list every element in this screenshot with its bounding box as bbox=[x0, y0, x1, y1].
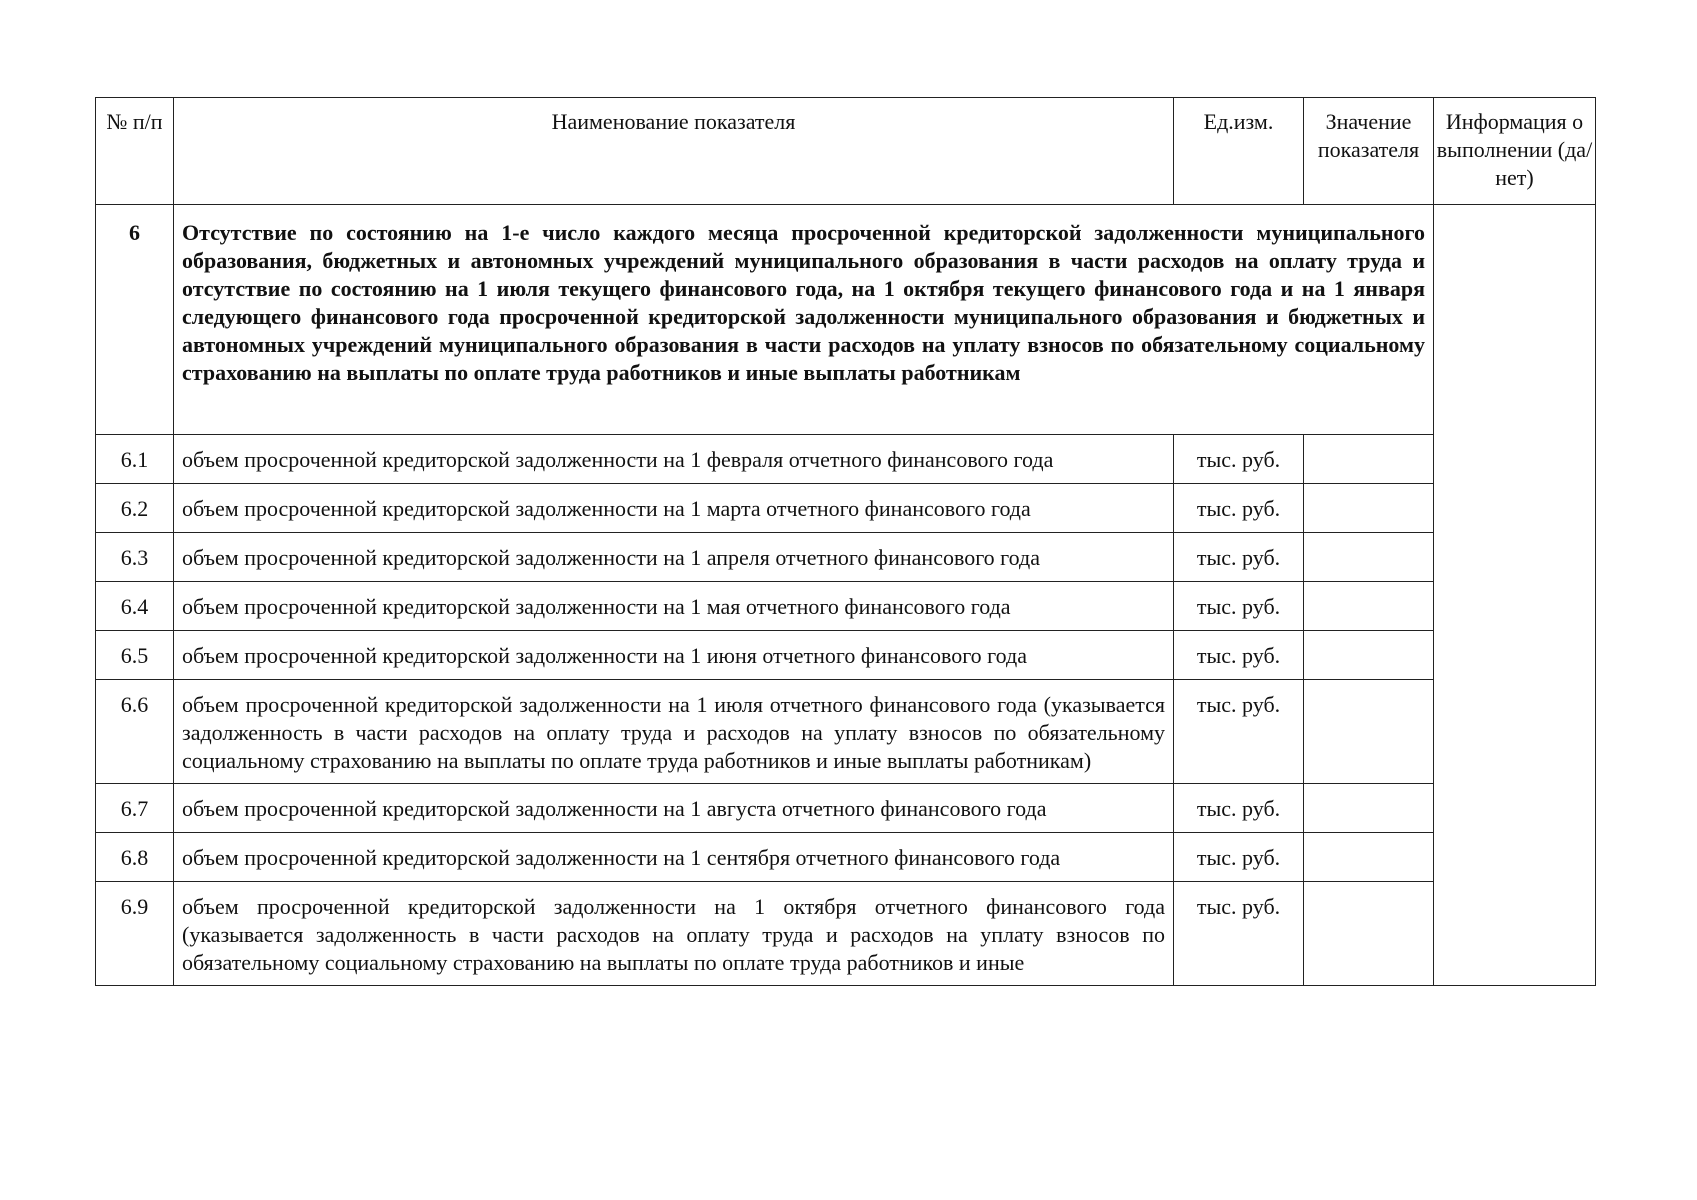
row-num: 6.6 bbox=[96, 680, 174, 784]
row-unit: тыс. руб. bbox=[1174, 833, 1304, 882]
row-value[interactable] bbox=[1304, 435, 1434, 484]
row-name: объем просроченной кредиторской задолженности на 1 октября отчетного финансового года (указывается задолженность в части расходов на оплату труда и расходов на уплату взносов по обязательному социальному страхованию на выплаты по оплате труда работников и иные bbox=[174, 882, 1174, 986]
row-unit: тыс. руб. bbox=[1174, 435, 1304, 484]
row-value[interactable] bbox=[1304, 833, 1434, 882]
row-name: объем просроченной кредиторской задолженности на 1 мая отчетного финансового года bbox=[174, 582, 1174, 631]
section-num: 6 bbox=[96, 205, 174, 435]
row-value[interactable] bbox=[1304, 631, 1434, 680]
header-name: Наименование показателя bbox=[174, 98, 1174, 205]
table-row bbox=[96, 484, 1596, 533]
table-row bbox=[96, 882, 1596, 986]
row-value[interactable] bbox=[1304, 882, 1434, 986]
row-unit: тыс. руб. bbox=[1174, 680, 1304, 784]
section-row bbox=[96, 205, 1596, 435]
table-row bbox=[96, 582, 1596, 631]
table-row bbox=[96, 680, 1596, 784]
table-row bbox=[96, 533, 1596, 582]
table-header-row bbox=[96, 98, 1596, 205]
row-num: 6.8 bbox=[96, 833, 174, 882]
row-unit: тыс. руб. bbox=[1174, 533, 1304, 582]
header-value: Значение показателя bbox=[1304, 98, 1434, 205]
row-name: объем просроченной кредиторской задолженности на 1 июля отчетного финансового года (указывается задолженность в части расходов на оплату труда и расходов на уплату взносов по обязательному социальному страхованию на выплаты по оплате труда работников и иные выплаты работникам) bbox=[174, 680, 1174, 784]
row-num: 6.9 bbox=[96, 882, 174, 986]
row-unit: тыс. руб. bbox=[1174, 631, 1304, 680]
row-name: объем просроченной кредиторской задолженности на 1 марта отчетного финансового года bbox=[174, 484, 1174, 533]
row-name: объем просроченной кредиторской задолженности на 1 февраля отчетного финансового года bbox=[174, 435, 1174, 484]
row-value[interactable] bbox=[1304, 784, 1434, 833]
row-num: 6.5 bbox=[96, 631, 174, 680]
row-name: объем просроченной кредиторской задолженности на 1 сентября отчетного финансового года bbox=[174, 833, 1174, 882]
row-unit: тыс. руб. bbox=[1174, 582, 1304, 631]
row-name: объем просроченной кредиторской задолженности на 1 августа отчетного финансового года bbox=[174, 784, 1174, 833]
document-sheet bbox=[95, 97, 1595, 986]
table-row bbox=[96, 631, 1596, 680]
row-value[interactable] bbox=[1304, 533, 1434, 582]
table-row bbox=[96, 784, 1596, 833]
row-num: 6.7 bbox=[96, 784, 174, 833]
row-num: 6.2 bbox=[96, 484, 174, 533]
row-name: объем просроченной кредиторской задолженности на 1 апреля отчетного финансового года bbox=[174, 533, 1174, 582]
table-row bbox=[96, 435, 1596, 484]
indicators-table bbox=[95, 97, 1596, 986]
row-value[interactable] bbox=[1304, 680, 1434, 784]
row-unit: тыс. руб. bbox=[1174, 484, 1304, 533]
header-num: № п/п bbox=[96, 98, 174, 205]
row-value[interactable] bbox=[1304, 582, 1434, 631]
table-row bbox=[96, 833, 1596, 882]
row-name: объем просроченной кредиторской задолженности на 1 июня отчетного финансового года bbox=[174, 631, 1174, 680]
row-num: 6.3 bbox=[96, 533, 174, 582]
row-unit: тыс. руб. bbox=[1174, 784, 1304, 833]
section-title: Отсутствие по состоянию на 1-е число каждого месяца просроченной кредиторской задолженности муниципального образования, бюджетных и автономных учреждений муниципального образования в части расходов на оплату труда и отсутствие по состоянию на 1 июля текущего финансового года, на 1 октября текущего финансового года и на 1 января следующего финансового года просроченной кредиторской задолженности муниципального образования и бюджетных и автономных учреждений муниципального образования в части расходов на уплату взносов по обязательному социальному страхованию на выплаты по оплате труда работников и иные выплаты работникам bbox=[174, 205, 1434, 435]
row-num: 6.4 bbox=[96, 582, 174, 631]
row-value[interactable] bbox=[1304, 484, 1434, 533]
row-unit: тыс. руб. bbox=[1174, 882, 1304, 986]
info-cell bbox=[1434, 205, 1596, 986]
row-num: 6.1 bbox=[96, 435, 174, 484]
header-info: Информация о выполнении (да/ нет) bbox=[1434, 98, 1596, 205]
header-unit: Ед.изм. bbox=[1174, 98, 1304, 205]
